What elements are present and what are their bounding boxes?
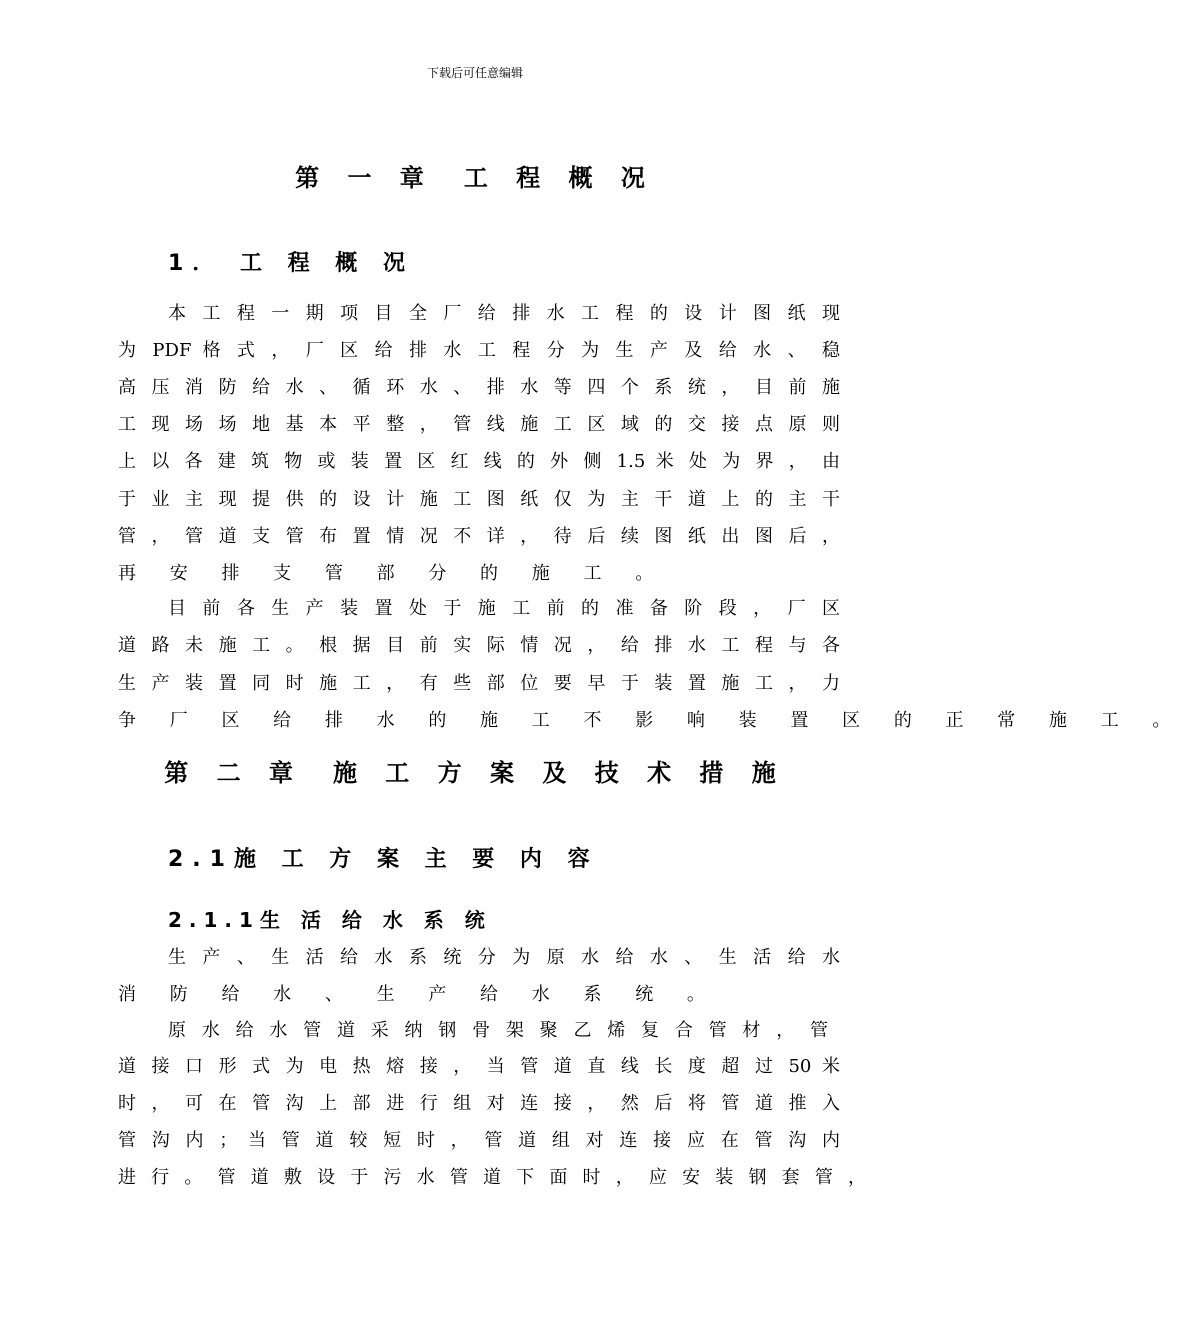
chapter-2-label: 第 二 章 — [164, 759, 303, 787]
para1-line: 工 现 场 场 地 基 本 平 整 ， 管 线 施 工 区 域 的 交 接 点 原 则 — [118, 414, 840, 435]
para4-line: 道 接 口 形 式 为 电 热 熔 接 ， 当 管 道 直 线 长 度 超 过 50 米 — [118, 1056, 840, 1077]
para3-line: 消 防 给 水 、 生 产 给 水 系 统 。 — [118, 984, 719, 1005]
para1-line: 为 PDF 格 式 ， 厂 区 给 排 水 工 程 分 为 生 产 及 给 水 、 稳 — [118, 340, 840, 361]
para1-line: 本 工 程 一 期 项 目 全 厂 给 排 水 工 程 的 设 计 图 纸 现 — [168, 303, 840, 324]
para4-line: 管 沟 内 ； 当 管 道 较 短 时 ， 管 道 组 对 连 接 应 在 管 沟 内 — [118, 1130, 840, 1151]
para2-line: 争 厂 区 给 排 水 的 施 工 不 影 响 装 置 区 的 正 常 施 工 。 — [118, 710, 1184, 731]
para1-line: 于 业 主 现 提 供 的 设 计 施 工 图 纸 仅 为 主 干 道 上 的 主 干 — [118, 489, 840, 510]
para1-line: 再 安 排 支 管 部 分 的 施 工 。 — [118, 563, 668, 584]
para1-line: 管 ， 管 道 支 管 布 置 情 况 不 详 ， 待 后 续 图 纸 出 图 后 ， — [118, 526, 840, 547]
para4-line: 进 行 。 管 道 敷 设 于 污 水 管 道 下 面 时 ， 应 安 装 钢 套 管 ， — [118, 1167, 866, 1188]
chapter-2-title — [0, 753, 950, 788]
para1-line: 高 压 消 防 给 水 、 循 环 水 、 排 水 等 四 个 系 统 ， 目 前 施 — [118, 377, 840, 398]
para2-line: 生 产 装 置 同 时 施 工 ， 有 些 部 位 要 早 于 装 置 施 工 ， 力 — [118, 673, 840, 694]
section-2-1-1-heading: 2.1.1生 活 给 水 系 统 — [168, 908, 492, 932]
section-1-heading: 1． 工 程 概 况 — [168, 251, 414, 276]
para2-line: 道 路 未 施 工 。 根 据 目 前 实 际 情 况 ， 给 排 水 工 程 与 各 — [118, 635, 840, 656]
chapter-1-name: 工 程 概 况 — [463, 164, 655, 192]
para1-line: 上 以 各 建 筑 物 或 装 置 区 红 线 的 外 侧 1.5 米 处 为 界 ， 由 — [118, 451, 840, 472]
para3-line: 生 产 、 生 活 给 水 系 统 分 为 原 水 给 水 、 生 活 给 水 — [168, 947, 840, 968]
chapter-1-label: 第 一 章 — [295, 164, 434, 192]
header-note: 下载后可任意编辑 — [426, 66, 523, 80]
para4-line: 时 ， 可 在 管 沟 上 部 进 行 组 对 连 接 ， 然 后 将 管 道 推 入 — [118, 1093, 840, 1114]
section-2-1-heading: 2.1施 工 方 案 主 要 内 容 — [168, 847, 599, 872]
chapter-2-name: 施 工 方 案 及 技 术 措 施 — [332, 759, 786, 787]
para2-line: 目 前 各 生 产 装 置 处 于 施 工 前 的 准 备 阶 段 ， 厂 区 — [168, 598, 840, 619]
chapter-1-title — [0, 158, 950, 193]
para4-line: 原 水 给 水 管 道 采 纳 钢 骨 架 聚 乙 烯 复 合 管 材 ， 管 — [168, 1020, 828, 1041]
